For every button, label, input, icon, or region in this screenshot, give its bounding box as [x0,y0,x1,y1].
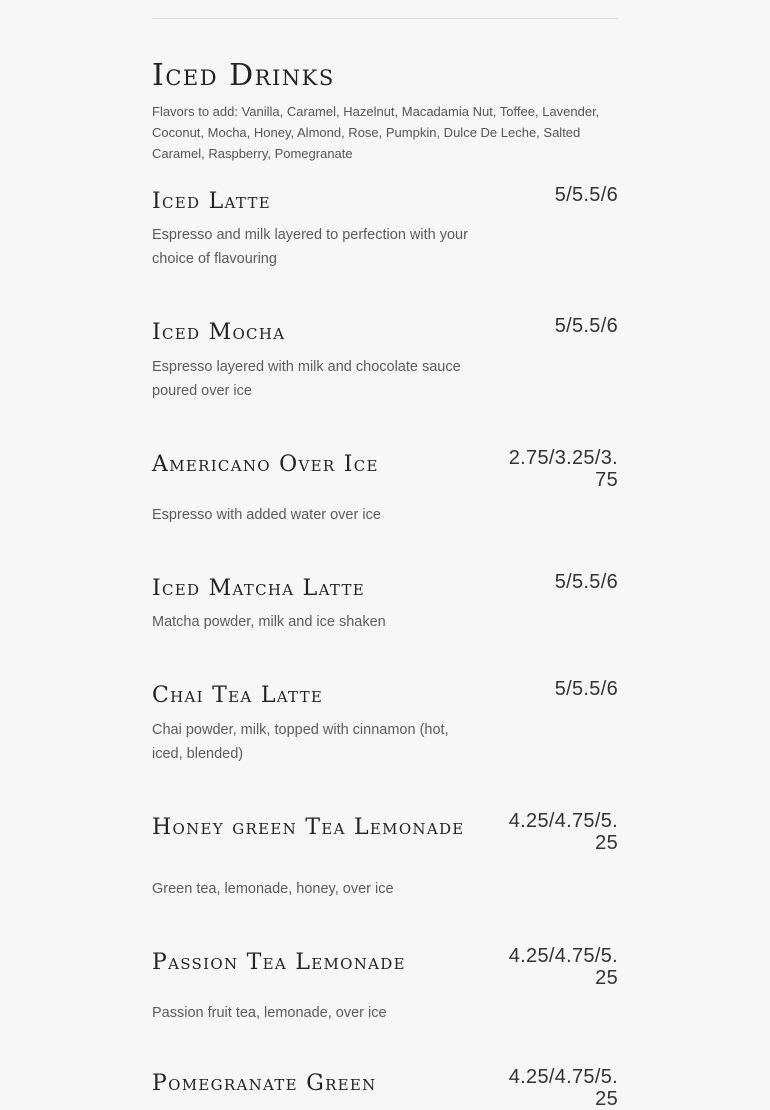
item-description: Espresso and milk layered to perfection with your choice of flavouring [152,227,468,267]
item-price: 2.75/3.25/3.75 [508,447,618,491]
item-description: Matcha powder, milk and ice shaken [152,614,386,630]
item-name: Honey green Tea Lemonade [152,815,465,840]
item-price: 5/5.5/6 [554,571,618,593]
top-divider [152,18,618,19]
item-description: Espresso layered with milk and chocolate sauce poured over ice [152,359,461,399]
item-description: Passion fruit tea, lemonade, over ice [152,1005,387,1021]
item-price: 5/5.5/6 [554,184,618,206]
item-price: 4.25/4.75/5.25 [508,1066,618,1110]
item-description: Espresso with added water over ice [152,507,381,523]
item-price: 4.25/4.75/5.25 [508,810,618,854]
item-name: Iced Latte [152,189,271,214]
item-name: Americano Over Ice [152,452,379,477]
flavors-note: Flavors to add: Vanilla, Caramel, Hazelnut, Macadamia Nut, Toffee, Lavender, Coconut, Mocha, Honey, Almond, Rose, Pumpkin, Dulce De Leche, Salted Caramel, Raspberry, Pomegranate [152,104,600,161]
item-description: Chai powder, milk, topped with cinnamon (hot, iced, blended) [152,722,449,762]
item-name: Chai Tea Latte [152,683,324,708]
section-title: Iced Drinks [152,58,335,93]
item-description: Green tea, lemonade, honey, over ice [152,881,394,897]
item-price: 4.25/4.75/5.25 [508,945,618,989]
item-name: Iced Mocha [152,320,286,345]
item-name: Iced Matcha Latte [152,576,366,601]
item-name: Pomegranate Green [152,1071,377,1096]
item-name: Passion Tea Lemonade [152,950,406,975]
item-price: 5/5.5/6 [554,315,618,337]
item-price: 5/5.5/6 [554,678,618,700]
